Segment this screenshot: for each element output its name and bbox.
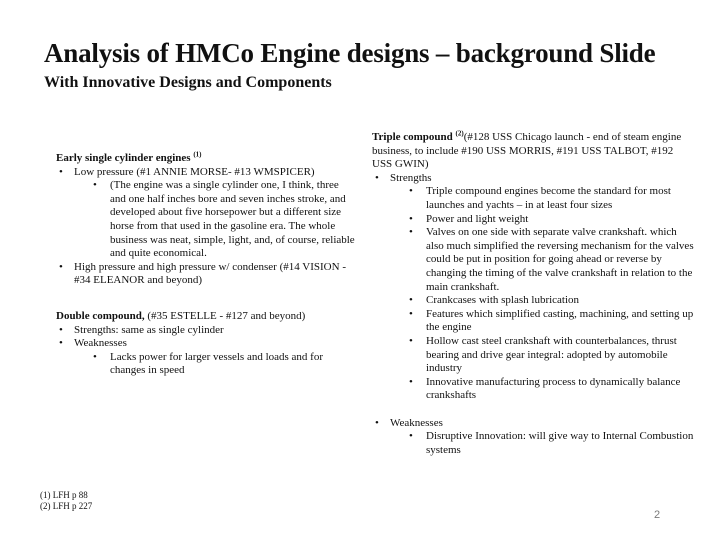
- footnote-ref-2: (2): [455, 129, 464, 138]
- bullet-double-strengths: • Strengths: same as single cylinder: [59, 323, 224, 336]
- bullet-crankshaft: • Hollow cast steel crankshaft with counterbalances, thrust bearing and drive gear integral: adopted by automobile industry: [409, 334, 677, 375]
- bullet-engine-description: • (The engine was a single cylinder one, I think, three and one half inches bore and seven inches stroke, and developed about five horsepower but a different size horse from that used in the gasoline era. The whole business was neat, simple, light, and, of course, reliable and quite economical.: [93, 179, 355, 260]
- bullet-dot: •: [59, 323, 63, 336]
- bullet-high-pressure: • High pressure and high pressure w/ condenser (#14 VISION - #34 ELEANOR and beyond): [59, 260, 346, 287]
- bullet-dot: •: [59, 260, 63, 273]
- double-compound-heading: Double compound, (#35 ESTELLE - #127 and beyond): [56, 309, 306, 322]
- bullet-dot: •: [59, 337, 63, 350]
- bullet-dot: •: [59, 165, 63, 178]
- footnote-2: (2) LFH p 227: [40, 501, 93, 511]
- bullet-lacks-power: • Lacks power for larger vessels and loads and for changes in speed: [93, 350, 324, 377]
- slide-title: Analysis of HMCo Engine designs – background Slide: [44, 38, 656, 68]
- bullet-dot: •: [409, 226, 413, 239]
- bullet-weaknesses: • Weaknesses: [375, 416, 443, 429]
- bullet-dot: •: [409, 375, 413, 388]
- bullet-casting: • Features which simplified casting, machining, and setting up the engine: [409, 307, 694, 334]
- left-column: [56, 152, 356, 378]
- bullet-dot: •: [409, 185, 413, 198]
- slide-subtitle: With Innovative Designs and Components: [44, 74, 332, 91]
- right-column: [372, 131, 694, 458]
- bullet-dot: •: [93, 350, 97, 363]
- bullet-dot: •: [93, 179, 97, 192]
- footnote-1: (1) LFH p 88: [40, 490, 88, 500]
- bullet-dot: •: [409, 212, 413, 225]
- footnote-ref-1: (1): [193, 150, 202, 159]
- bullet-dot: •: [375, 171, 379, 184]
- page-number: 2: [654, 509, 661, 521]
- footnotes: [40, 490, 92, 512]
- bullet-low-pressure: • Low pressure (#1 ANNIE MORSE- #13 WMSPICER): [59, 165, 315, 178]
- bullet-dot: •: [409, 294, 413, 307]
- bullet-double-weaknesses: • Weaknesses: [59, 337, 127, 350]
- bullet-dot: •: [409, 334, 413, 347]
- bullet-crankcases: • Crankcases with splash lubrication: [409, 294, 580, 307]
- bullet-strengths: • Strengths: [375, 171, 432, 184]
- bullet-dot: •: [409, 430, 413, 443]
- bullet-dot: •: [375, 416, 379, 429]
- bullet-dot: •: [409, 307, 413, 320]
- bullet-disruptive: • Disruptive Innovation: will give way to Internal Combustion systems: [409, 430, 694, 457]
- bullet-valves: • Valves on one side with separate valve crankshaft. which also much simplified the reversing mechanism for the valves could be put in position for going ahead or reverse by changing the timing of the valve crankshaft in relation to the main crankshaft.: [409, 226, 694, 293]
- bullet-balance: • Innovative manufacturing process to dynamically balance crankshafts: [409, 375, 681, 402]
- bullet-power-weight: • Power and light weight: [409, 212, 529, 225]
- triple-compound-heading: Triple compound $^{(2)}$(#128 USS Chicago launch - end of steam engine business, to include #190 USS MORRIS, #191 USS TALBOT, #192 USS GWIN): [372, 129, 682, 171]
- bullet-standard: • Triple compound engines become the standard for most launches and yachts – in at least four sizes: [409, 185, 671, 211]
- single-cylinder-heading: Early single cylinder engines $^{(1)}$: [56, 150, 202, 164]
